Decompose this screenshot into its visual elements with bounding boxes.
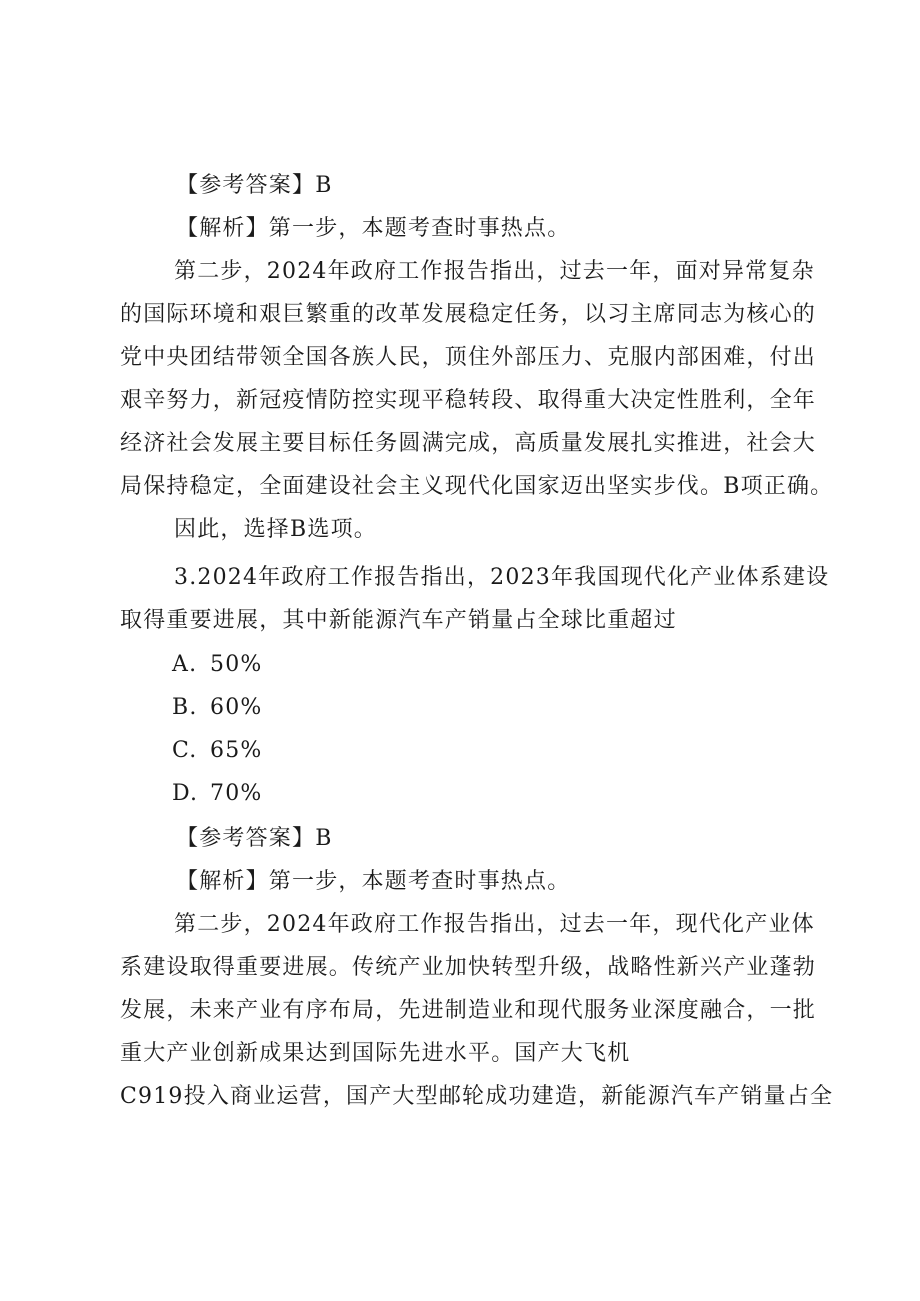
analysis-line: 系建设取得重要进展。传统产业加快转型升级，战略性新兴产业蓬勃 <box>120 955 817 980</box>
question-stem: 取得重要进展，其中新能源汽车产销量占全球比重超过 <box>120 608 677 633</box>
option-c <box>172 736 263 766</box>
option-letter: B. <box>172 695 198 720</box>
analysis-line: 局保持稳定，全面建设社会主义现代化国家迈出坚实步伐。B项正确。 <box>120 474 834 499</box>
option-letter: A. <box>172 652 198 677</box>
option-text: 50% <box>210 652 263 677</box>
analysis-line: 党中央团结带领全国各族人民，顶住外部压力、克服内部困难，付出 <box>120 345 817 370</box>
option-a <box>172 650 263 680</box>
reference-answer: 【参考答案】B <box>176 173 333 198</box>
question-stem: 3.2024年政府工作报告指出，2023年我国现代化产业体系建设 <box>174 565 830 590</box>
analysis-line: 重大产业创新成果达到国际先进水平。国产大飞机 <box>120 1041 631 1066</box>
option-letter: C. <box>172 738 198 763</box>
option-b <box>172 693 263 723</box>
analysis-line: 的国际环境和艰巨繁重的改革发展稳定任务，以习主席同志为核心的 <box>120 302 817 327</box>
analysis-line: 发展，未来产业有序布局，先进制造业和现代服务业深度融合，一批 <box>120 998 817 1023</box>
analysis-intro: 【解析】第一步，本题考查时事热点。 <box>176 869 571 894</box>
option-text: 65% <box>210 738 263 763</box>
option-text: 70% <box>210 781 263 806</box>
option-letter: D. <box>172 781 199 806</box>
analysis-line: C919投入商业运营，国产大型邮轮成功建造，新能源汽车产销量占全 <box>120 1084 834 1109</box>
analysis-line: 第二步，2024年政府工作报告指出，过去一年，现代化产业体 <box>174 912 815 937</box>
option-d <box>172 779 263 809</box>
analysis-line: 经济社会发展主要目标任务圆满完成，高质量发展扎实推进，社会大 <box>120 431 817 456</box>
analysis-line: 第二步，2024年政府工作报告指出，过去一年，面对异常复杂 <box>174 259 815 284</box>
analysis-intro: 【解析】第一步，本题考查时事热点。 <box>176 216 571 241</box>
reference-answer: 【参考答案】B <box>176 826 333 851</box>
analysis-line: 艰辛努力，新冠疫情防控实现平稳转段、取得重大决定性胜利，全年 <box>120 388 817 413</box>
conclusion: 因此，选择B选项。 <box>174 517 377 542</box>
option-text: 60% <box>210 695 263 720</box>
